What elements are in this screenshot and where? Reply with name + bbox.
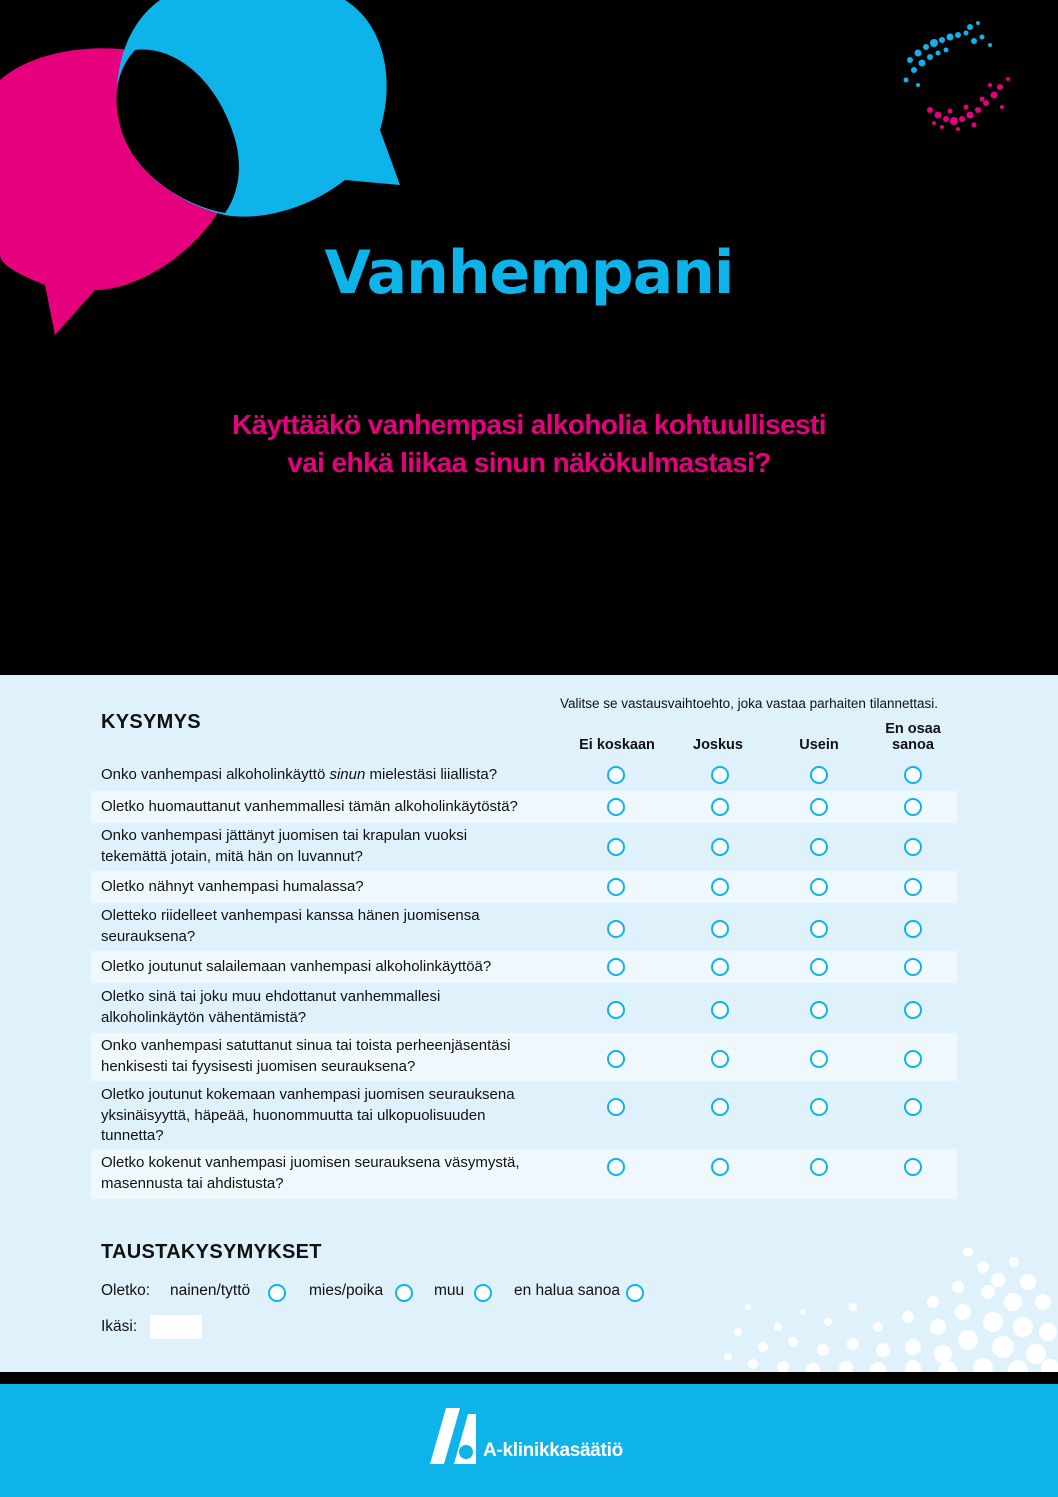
question-text-line: yksinäisyyttä, häpeää, huonommuutta tai ulkopuolisuuden	[101, 1106, 486, 1124]
question-text: Oletko joutunut salailemaan vanhempasi alkoholinkäyttöä?	[101, 958, 492, 975]
radio-never[interactable]	[607, 1050, 625, 1068]
radio-sometimes[interactable]	[711, 1158, 729, 1176]
page-subtitle	[0, 406, 1058, 482]
question-text	[101, 826, 571, 867]
gender-option-label-male: mies/poika	[309, 1282, 384, 1299]
question-row	[91, 1149, 957, 1199]
question-text	[101, 1085, 571, 1147]
question-text	[101, 765, 571, 786]
radio-dont-know[interactable]	[904, 798, 922, 816]
radio-dont-know[interactable]	[904, 838, 922, 856]
gender-label: Oletko:	[101, 1282, 151, 1299]
gender-option-label-female: nainen/tyttö	[170, 1282, 251, 1299]
question-row	[91, 983, 957, 1033]
radio-dont-know[interactable]	[904, 1001, 922, 1019]
radio-dont-know[interactable]	[904, 1050, 922, 1068]
survey-instruction: Valitse se vastausvaihtoehto, joka vastaa parhaiten tilannettasi.	[560, 696, 938, 711]
question-row	[91, 1081, 957, 1149]
radio-often[interactable]	[810, 958, 828, 976]
radio-sometimes[interactable]	[711, 798, 729, 816]
question-text-line: Oletteko riidelleet vanhempasi kanssa hänen juomisensa	[101, 907, 480, 924]
question-text-line: henkisesti tai fyysisesti juomisen seurauksena?	[101, 1057, 416, 1075]
radio-gender-no-answer[interactable]	[626, 1284, 644, 1302]
radio-sometimes[interactable]	[711, 878, 729, 896]
radio-sometimes[interactable]	[711, 920, 729, 938]
radio-dont-know[interactable]	[904, 920, 922, 938]
radio-never[interactable]	[607, 1098, 625, 1116]
radio-often[interactable]	[810, 1098, 828, 1116]
question-text	[101, 1153, 571, 1194]
page-title: Vanhempani	[324, 238, 734, 308]
radio-never[interactable]	[607, 878, 625, 896]
radio-sometimes[interactable]	[711, 1050, 729, 1068]
radio-gender-female[interactable]	[268, 1284, 286, 1302]
radio-sometimes[interactable]	[711, 766, 729, 784]
question-text-part: Onko vanhempasi alkoholinkäyttö	[101, 766, 330, 783]
question-text: Oletko nähnyt vanhempasi humalassa?	[101, 878, 364, 895]
question-row	[91, 759, 957, 791]
halftone-decoration	[718, 1232, 1058, 1372]
radio-never[interactable]	[607, 920, 625, 938]
column-header-never: Ei koskaan	[579, 737, 655, 753]
radio-never[interactable]	[607, 958, 625, 976]
radio-dont-know[interactable]	[904, 958, 922, 976]
question-row	[91, 791, 957, 823]
radio-never[interactable]	[607, 1158, 625, 1176]
question-row	[91, 903, 957, 951]
question-row	[91, 1033, 957, 1081]
header-area	[0, 0, 1058, 675]
background-heading: TAUSTAKYSYMYKSET	[101, 1241, 322, 1263]
question-row	[91, 871, 957, 903]
question-text	[101, 987, 571, 1028]
subtitle-line-2: vai ehkä liikaa sinun näkökulmastasi?	[287, 447, 771, 478]
radio-dont-know[interactable]	[904, 878, 922, 896]
question-text: Oletko huomauttanut vanhemmallesi tämän alkoholinkäytöstä?	[101, 798, 518, 815]
radio-never[interactable]	[607, 766, 625, 784]
survey-form	[0, 675, 1058, 1372]
question-text-emphasis: sinun	[329, 766, 366, 783]
column-header-dont-know-line-2: sanoa	[892, 737, 934, 753]
question-text-line: Onko vanhempasi jättänyt juomisen tai krapulan vuoksi	[101, 827, 468, 844]
question-row	[91, 951, 957, 983]
question-text-line: Onko vanhempasi satuttanut sinua tai toista perheenjäsentäsi	[101, 1037, 511, 1054]
radio-gender-other[interactable]	[474, 1284, 492, 1302]
survey-heading: KYSYMYS	[101, 711, 201, 733]
radio-often[interactable]	[810, 878, 828, 896]
radio-sometimes[interactable]	[711, 958, 729, 976]
radio-often[interactable]	[810, 1158, 828, 1176]
question-text-line: Oletko sinä tai joku muu ehdottanut vanhemmallesi	[101, 988, 441, 1005]
column-header-dont-know-line-1: En osaa	[885, 721, 941, 737]
question-text	[101, 1036, 571, 1077]
footer	[0, 1384, 1058, 1497]
column-header-dont-know	[858, 721, 968, 753]
question-text-line: tekemättä jotain, mitä hän on luvannut?	[101, 847, 363, 865]
question-text-line: Oletko kokenut vanhempasi juomisen seurauksena väsymystä,	[101, 1154, 520, 1171]
radio-sometimes[interactable]	[711, 838, 729, 856]
gender-option-label-other: muu	[434, 1282, 465, 1299]
radio-often[interactable]	[810, 798, 828, 816]
radio-often[interactable]	[810, 766, 828, 784]
radio-never[interactable]	[607, 1001, 625, 1019]
radio-dont-know[interactable]	[904, 766, 922, 784]
radio-often[interactable]	[810, 1050, 828, 1068]
brand-name: A-klinikkasäätiö	[483, 1440, 623, 1461]
radio-dont-know[interactable]	[904, 1098, 922, 1116]
radio-sometimes[interactable]	[711, 1098, 729, 1116]
radio-never[interactable]	[607, 838, 625, 856]
question-row	[91, 823, 957, 871]
question-text-line: seurauksena?	[101, 927, 196, 945]
radio-sometimes[interactable]	[711, 1001, 729, 1019]
question-text-line: tunnetta?	[101, 1127, 164, 1144]
question-text	[101, 906, 571, 947]
radio-often[interactable]	[810, 920, 828, 938]
question-text-line: masennusta tai ahdistusta?	[101, 1174, 284, 1192]
halftone-logo-graphic	[890, 15, 1030, 145]
radio-never[interactable]	[607, 798, 625, 816]
a-clinic-logo-icon	[428, 1406, 478, 1466]
question-text-line: alkoholinkäytön vähentämistä?	[101, 1008, 307, 1026]
age-input[interactable]	[150, 1315, 202, 1339]
radio-often[interactable]	[810, 1001, 828, 1019]
radio-gender-male[interactable]	[395, 1284, 413, 1302]
column-header-sometimes: Joskus	[693, 737, 743, 753]
gender-option-label-no-answer: en halua sanoa	[514, 1282, 621, 1299]
subtitle-line-1: Käyttääkö vanhempasi alkoholia kohtuullisesti	[232, 409, 826, 440]
age-label: Ikäsi:	[101, 1318, 138, 1335]
question-text-part: mielestäsi liiallista?	[365, 766, 498, 783]
column-header-often: Usein	[799, 737, 839, 753]
radio-often[interactable]	[810, 838, 828, 856]
radio-dont-know[interactable]	[904, 1158, 922, 1176]
question-text-line: Oletko joutunut kokemaan vanhempasi juomisen seurauksena	[101, 1086, 515, 1103]
